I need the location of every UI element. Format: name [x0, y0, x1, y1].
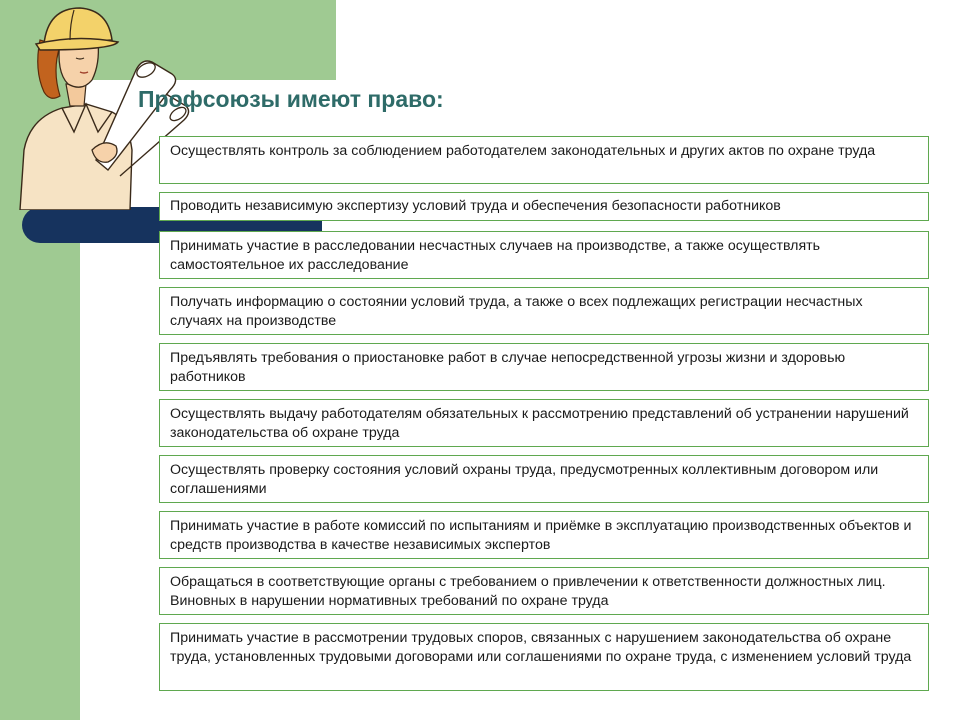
right-item-1: Осуществлять контроль за соблюдением работодателем законодательных и других актов по охране труда: [159, 136, 929, 184]
right-item-10: Принимать участие в рассмотрении трудовых споров, связанных с нарушением законодательства об охране труда, установленных трудовыми договорами или соглашениями по охране труда, с изменением условий труда: [159, 623, 929, 691]
right-item-4: Получать информацию о состоянии условий труда, а также о всех подлежащих регистрации несчастных случаях на производстве: [159, 287, 929, 335]
right-item-3: Принимать участие в расследовании несчастных случаев на производстве, а также осуществлять самостоятельное их расследование: [159, 231, 929, 279]
right-item-6: Осуществлять выдачу работодателям обязательных к рассмотрению представлений об устранении нарушений законодательства об охране труда: [159, 399, 929, 447]
right-item-7: Осуществлять проверку состояния условий охраны труда, предусмотренных коллективным договором или соглашениями: [159, 455, 929, 503]
right-item-8: Принимать участие в работе комиссий по испытаниям и приёмке в эксплуатацию производственных объектов и средств производства в качестве независимых экспертов: [159, 511, 929, 559]
page-title: Профсоюзы имеют право:: [138, 86, 444, 112]
right-item-2: Проводить независимую экспертизу условий труда и обеспечения безопасности работников: [159, 192, 929, 221]
right-item-5: Предъявлять требования о приостановке работ в случае непосредственной угрозы жизни и здоровью работников: [159, 343, 929, 391]
right-item-9: Обращаться в соответствующие органы с требованием о привлечении к ответственности должностных лиц. Виновных в нарушении нормативных требований по охране труда: [159, 567, 929, 615]
